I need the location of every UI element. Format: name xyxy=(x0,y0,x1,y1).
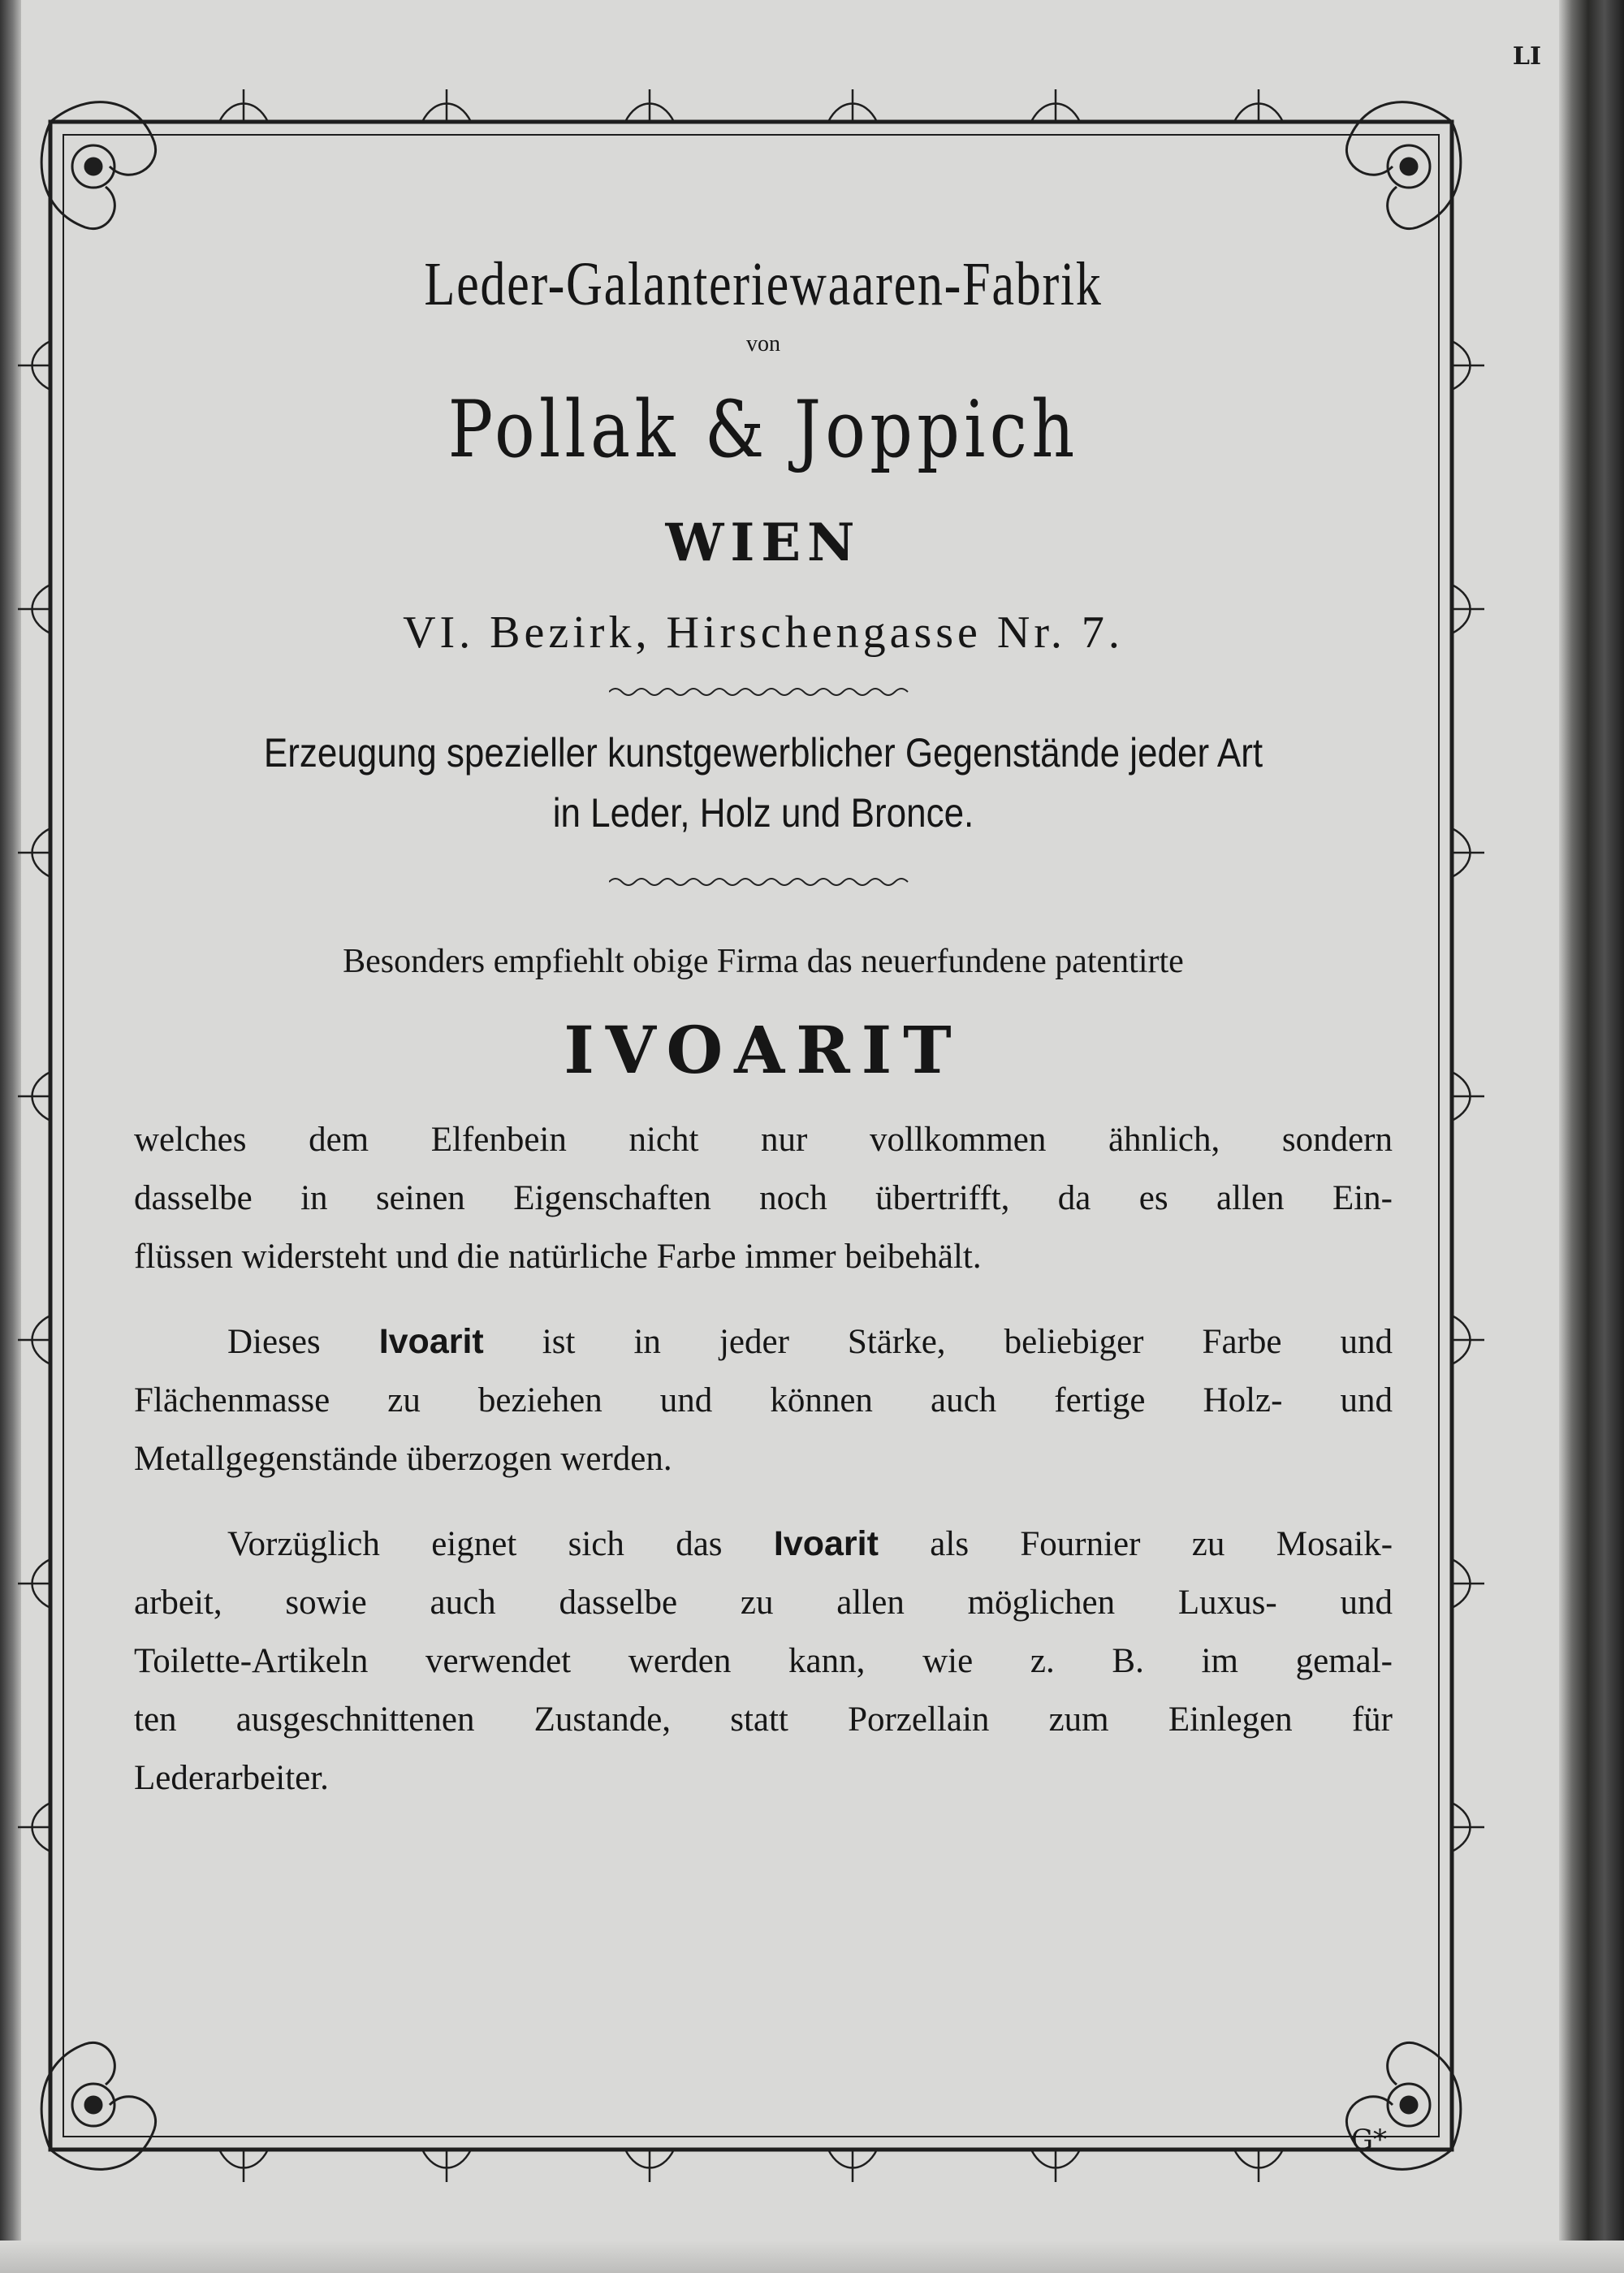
city-name: WIEN xyxy=(665,512,862,573)
paragraph-1-line-1: welches dem Elfenbein nicht nur vollkommen ähnlich, sondern xyxy=(134,1121,1393,1159)
paragraph-1-line-3: flüssen widersteht und die natürliche Farbe immer beibehält. xyxy=(134,1238,982,1276)
firm-address: VI. Bezirk, Hirschengasse Nr. 7. xyxy=(403,607,1124,658)
paragraph-3-line-3: Toilette-Artikeln verwendet werden kann, wie z. B. im gemal- xyxy=(134,1642,1393,1680)
advert-von: von xyxy=(746,331,780,357)
paragraph-2 xyxy=(134,1312,1393,1489)
brand-name: IVOARIT xyxy=(564,1012,963,1088)
border-florets-top xyxy=(219,89,1283,122)
paragraph-3-line-1 xyxy=(134,1515,1393,1574)
paragraph-3-line-2: arbeit, sowie auch dasselbe zu allen möglichen Luxus- und xyxy=(134,1584,1393,1622)
border-florets-bottom xyxy=(219,2150,1283,2182)
paragraph-2-post: ist in jeder Stärke, beliebiger Farbe und xyxy=(542,1323,1393,1361)
paragraph-2-line-1 xyxy=(134,1312,1393,1372)
page-number: LI xyxy=(1512,42,1541,71)
border-florets-left xyxy=(18,341,50,1852)
paragraph-2-line-2: Flächenmasse zu beziehen und können auch fertige Holz- und xyxy=(134,1381,1393,1420)
signature-mark: G* xyxy=(1350,2124,1387,2156)
paragraph-1 xyxy=(134,1111,1393,1286)
paragraph-1-line-2: dasselbe in seinen Eigenschaften noch übertrifft, da es allen Ein- xyxy=(134,1179,1393,1217)
advertisement xyxy=(134,211,1393,1808)
paragraph-3-pre: Vorzüglich eignet sich das xyxy=(227,1525,723,1563)
advert-title: Leder-Galanteriewaaren-Fabrik xyxy=(424,250,1103,318)
intro-line: Besonders empfiehlt obige Firma das neuerfundene patentirte xyxy=(343,943,1184,980)
paragraph-3-line-5: Lederarbeiter. xyxy=(134,1759,329,1797)
products-line-2: in Leder, Holz und Bronce. xyxy=(552,790,974,836)
paragraph-2-brand: Ivoarit xyxy=(378,1322,484,1361)
divider-squiggle-1 xyxy=(609,685,918,698)
products-line-1: Erzeugung spezieller kunstgewerblicher Gegenstände jeder Art xyxy=(263,730,1263,776)
firm-name: Pollak & Joppich xyxy=(447,384,1079,475)
paragraph-3-line-4: ten ausgeschnittenen Zustande, statt Porzellain zum Einlegen für xyxy=(134,1700,1393,1739)
divider-squiggle-2 xyxy=(609,875,918,888)
paragraph-3-brand: Ivoarit xyxy=(773,1524,879,1563)
paragraph-3-post: als Fournier zu Mosaik- xyxy=(930,1525,1393,1563)
paragraph-2-pre: Dieses xyxy=(227,1323,321,1361)
paragraph-2-line-3: Metallgegenstände überzogen werden. xyxy=(134,1440,672,1478)
paragraph-3 xyxy=(134,1515,1393,1808)
border-florets-right xyxy=(1452,341,1484,1852)
